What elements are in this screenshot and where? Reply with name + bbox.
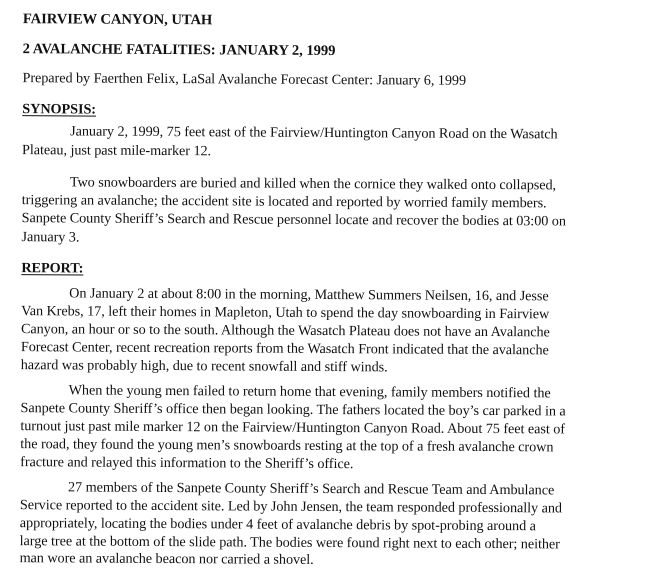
paragraph-line: appropriately, locating the bodies under 4 feet of avalanche debris by spot-probing around a	[19, 515, 536, 535]
paragraph-line: man wore an avalanche beacon nor carried a shovel.	[19, 550, 314, 568]
paragraph-line: Van Krebs, 17, left their homes in Mapleton, Utah to spend the day snowboarding in Fairview	[21, 303, 550, 323]
paragraph-line: Plateau, just past mile-marker 12.	[22, 142, 212, 160]
paragraph-line: hazard was probably high, due to recent snowfall and stiff winds.	[20, 357, 388, 376]
paragraph-line: large tree at the bottom of the slide path. The bodies were found right next to each other; neither	[19, 533, 560, 553]
paragraph-line: Sanpete County Sheriff’s office then began looking. The fathers located the boy’s car parked in a	[20, 400, 566, 420]
paragraph-line: fracture and relayed this information to the Sheriff’s office.	[20, 454, 354, 473]
event-title: 2 AVALANCHE FATALITIES: JANUARY 2, 1999	[22, 41, 336, 60]
paragraph-line: turnout just past mile marker 12 on the Fairview/Huntington Canyon Road. About 75 feet east of	[20, 418, 566, 438]
paragraph-line: When the young men failed to return home that evening, family members notified the	[68, 382, 551, 402]
paragraph-line: January 2, 1999, 75 feet east of the Fairview/Huntington Canyon Road on the Wasatch	[70, 123, 558, 143]
prepared-by-line: Prepared by Faerthen Felix, LaSal Avalanche Forecast Center: January 6, 1999	[22, 70, 467, 89]
report-heading: REPORT:	[21, 260, 84, 277]
paragraph-line: Sanpete County Sheriff’s Search and Rescue personnel locate and recover the bodies at 03:00 on	[21, 210, 566, 230]
synopsis-heading: SYNOPSIS:	[22, 101, 97, 118]
paragraph-line: the road, they found the young men’s snowboards resting at the top of a fresh avalanche crown	[20, 436, 554, 456]
paragraph-line: January 3.	[21, 229, 80, 246]
paragraph-line: Forecast Center, recent recreation reports from the Wasatch Front indicated that the avalanche	[20, 339, 549, 359]
paragraph-line: Two snowboarders are buried and killed when the cornice they walked onto collapsed,	[69, 174, 557, 194]
paragraph-line: triggering an avalanche; the accident site is located and reported by worried family members.	[21, 192, 547, 212]
paragraph-line: Service reported to the accident site. Led by John Jensen, the team responded professionally and	[19, 497, 563, 517]
paragraph-line: On January 2 at about 8:00 in the morning, Matthew Summers Neilsen, 16, and Jesse	[69, 285, 549, 305]
location-title: FAIRVIEW CANYON, UTAH	[22, 11, 213, 29]
paragraph-line: 27 members of the Sanpete County Sheriff’s Search and Rescue Team and Ambulance	[67, 479, 555, 499]
paragraph-line: Canyon, an hour or so to the south. Although the Wasatch Plateau does not have an Avalanche	[20, 321, 550, 341]
